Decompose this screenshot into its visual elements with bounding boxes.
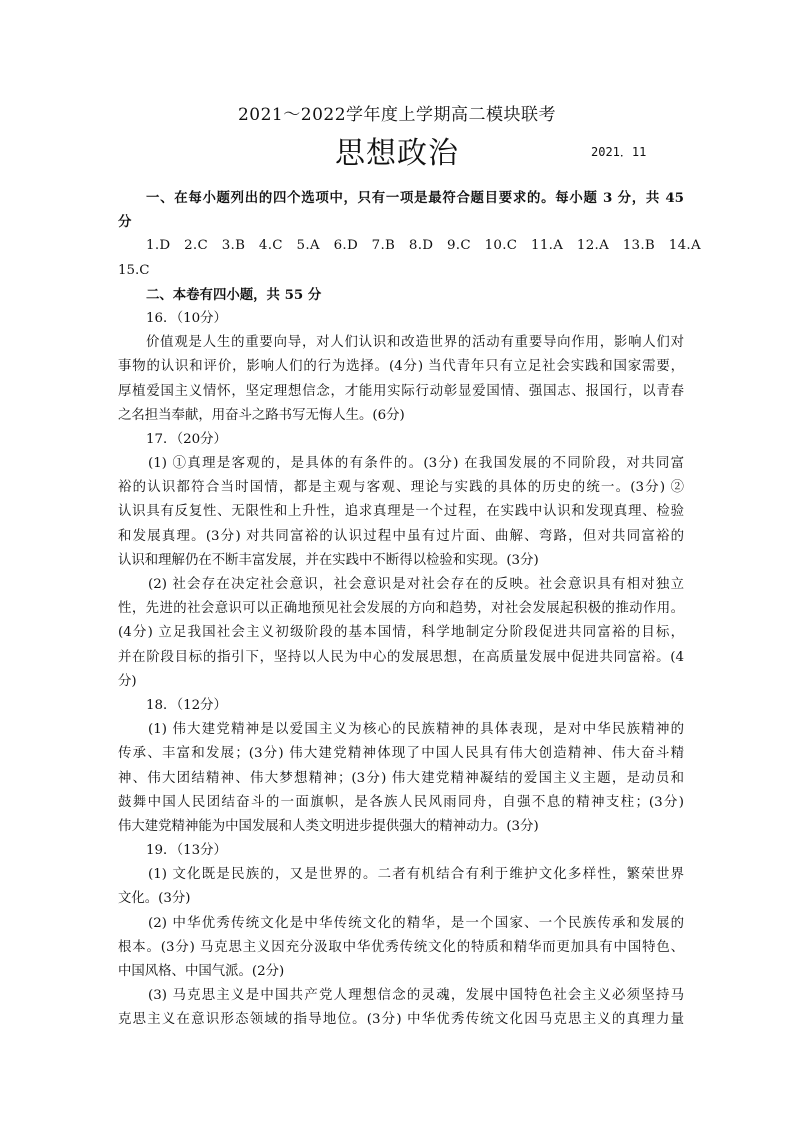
text-line: 分) [118,673,137,689]
text-line: 认识具有反复性、无限性和上升性，追求真理是一个过程，在实践中认识和发现真理、检验 [118,504,684,520]
text-line: 分 [118,214,132,231]
text-line: 1.D 2.C 3.B 4.C 5.A 6.D 7.B 8.D 9.C 10.C 11.A 12.A 13.B 14.A [146,238,701,254]
text-line: 传承、丰富和发展；(3分) 伟大建党精神体现了中国人民具有伟大创造精神、伟大奋斗精 [118,746,684,762]
text-line: 根本。(3分) 马克思主义因充分汲取中华优秀传统文化的特质和精华而更加具有中国特色、 [118,939,684,955]
text-line: (2) 中华优秀传统文化是中华传统文化的精华，是一个国家、一个民族传承和发展的 [148,915,684,931]
text-line: 二、本卷有四小题，共 55 分 [146,286,322,303]
text-line: (3) 马克思主义是中国共产党人理想信念的灵魂，发展中国特色社会主义必须坚持马 [148,988,684,1004]
text-line: 15.C [118,262,150,278]
subject-title: 思想政治 [335,136,459,171]
text-line: 17．（20分） [146,431,227,447]
text-line: (2) 社会存在决定社会意识，社会意识是对社会存在的反映。社会意识具有相对独立 [148,577,684,592]
exam-date: 2021．11 [591,145,647,159]
text-line: 一、在每小题列出的四个选项中，只有一项是最符合题目要求的。每小题 3 分，共 45 [146,190,684,206]
text-line: 19．（13分） [146,843,227,859]
text-line: (1) 伟大建党精神是以爱国主义为核心的民族精神的具体表现，是对中华民族精神的 [148,722,684,738]
text-line: 性，先进的社会意识可以正确地预见社会发展的方向和趋势，对社会发展起积极的推动作用。 [118,601,684,617]
text-line: 之名担当奉献，用奋斗之路书写无悔人生。(6分) [118,407,405,423]
text-line: (1) ①真理是客观的，是具体的有条件的。(3分) 在我国发展的不同阶段，对共同富 [148,456,684,472]
text-line: 认识和理解仍在不断丰富发展，并在实践中不断得以检验和实现。(3分) [118,552,539,568]
text-line: (1) 文化既是民族的，又是世界的。二者有机结合有利于维护文化多样性，繁荣世界 [148,867,684,883]
text-line: (4分) 立足我国社会主义初级阶段的基本国情，科学地制定分阶段促进共同富裕的目标， [118,625,684,641]
text-line: 和发展真理。(3分) 对共同富裕的认识过程中虽有过片面、曲解、弯路，但对共同富裕的 [118,528,684,544]
text-line: 厚植爱国主义情怀，坚定理想信念，才能用实际行动彰显爱国情、强国志、报国行，以青春 [118,383,684,399]
answer-body [118,186,701,1033]
exam-title: 2021～2022学年度上学期高二模块联考 [237,105,557,125]
text-line: 18．（12分） [146,697,227,713]
text-line: 文化。(3分) [118,891,191,907]
text-line: 伟大建党精神能为中国发展和人类文明进步提供强大的精神动力。(3分) [118,818,539,834]
text-line: 神、伟大团结精神、伟大梦想精神；(3分) 伟大建党精神凝结的爱国主义主题，是动员和 [118,770,684,786]
text-line: 并在阶段目标的指引下，坚持以人民为中心的发展思想，在高质量发展中促进共同富裕。(4 [118,649,684,665]
text-line: 鼓舞中国人民团结奋斗的一面旗帜，是各族人民风雨同舟，自强不息的精神支柱；(3分) [118,794,684,810]
text-line: 克思主义在意识形态领域的指导地位。(3分) 中华优秀传统文化因马克思主义的真理力量 [118,1012,684,1028]
text-line: 裕的认识都符合当时国情，都是主观与客观、理论与实践的具体的历史的统一。(3分) ② [118,480,684,496]
text-line: 价值观是人生的重要向导，对人们认识和改造世界的活动有重要导向作用，影响人们对 [146,335,684,351]
text-line: 16．（10分） [146,310,227,326]
text-line: 事物的认识和评价，影响人们的行为选择。(4分) 当代青年只有立足社会实践和国家需要， [118,359,684,375]
text-line: 中国风格、中国气派。(2分) [118,964,285,979]
